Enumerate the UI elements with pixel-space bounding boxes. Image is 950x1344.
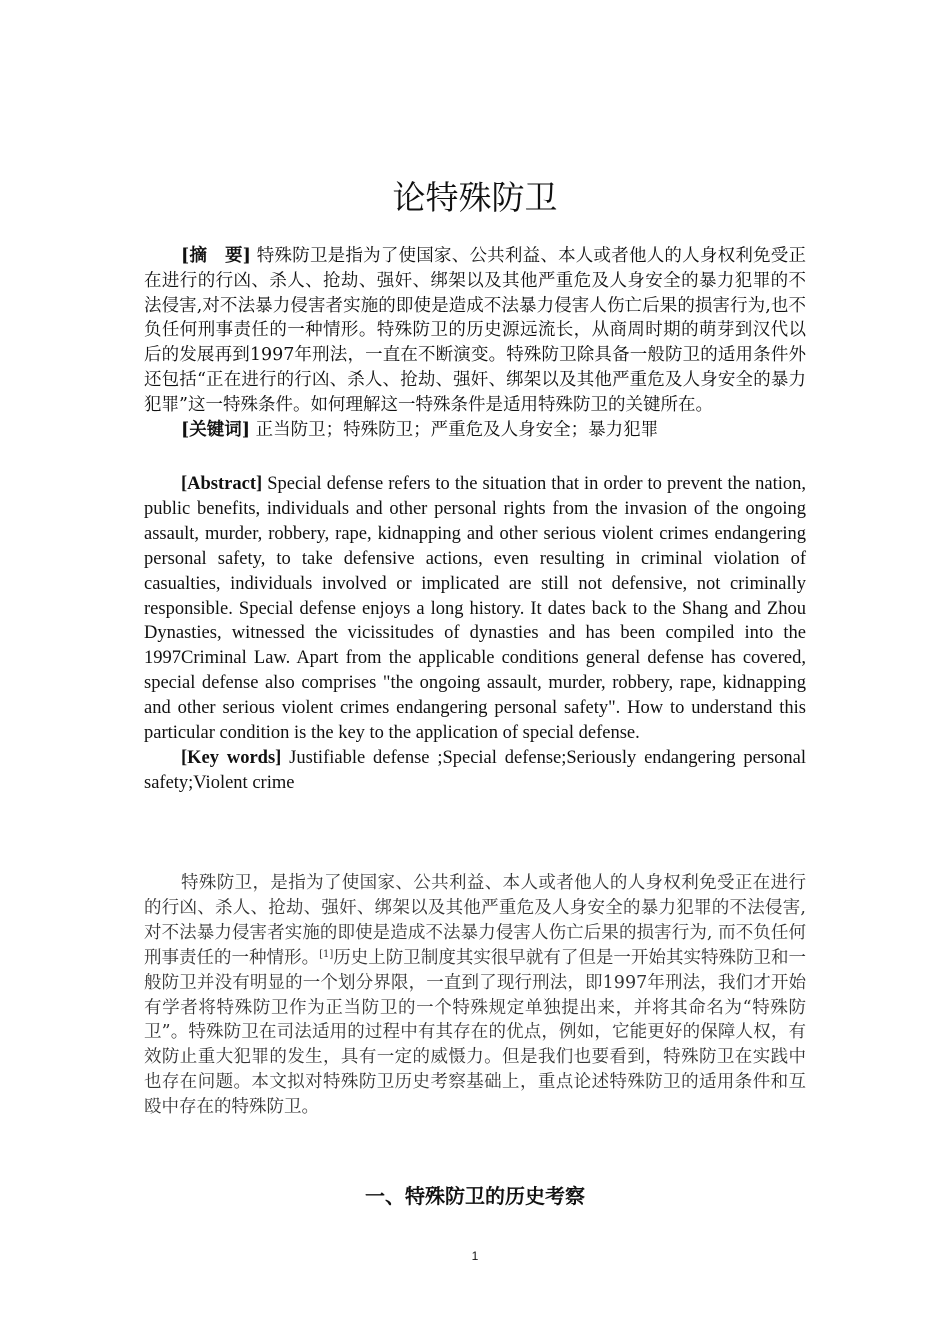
intro-text-part2: 历史上防卫制度其实很早就有了但是一开始其实特殊防卫和一般防卫并没有明显的一个划分界限，一直到了现行刑法，即1997年刑法，我们才开始有学者将特殊防卫作为正当防卫的一个特殊规定单独提出来，并将其命名为“特殊防卫”。特殊防卫在司法适用的过程中有其存在的优点，例如，它能更好的保障人权，有效防止重大犯罪的发生，具有一定的威慑力。但是我们也要看到，特殊防卫在实践中也存在问题。本文拟对特殊防卫历史考察基础上，重点论述特殊防卫的适用条件和互殴中存在的特殊防卫。 bbox=[144, 947, 807, 1118]
abstract-zh-label: [摘 要] bbox=[181, 246, 251, 266]
keywords-en-text: Justifiable defense ;Special defense;Seriously endangering personal safety;Violent crime bbox=[144, 747, 807, 793]
introduction-section bbox=[144, 871, 806, 1120]
keywords-zh-paragraph bbox=[144, 418, 806, 443]
section-heading: 一、特殊防卫的历史考察 bbox=[365, 1184, 585, 1208]
abstract-zh-paragraph bbox=[144, 244, 806, 418]
abstract-zh-section bbox=[144, 244, 806, 442]
keywords-en-label: [Key words] bbox=[181, 747, 282, 768]
intro-paragraph bbox=[144, 871, 806, 1120]
abstract-zh-text: 特殊防卫是指为了使国家、公共利益、本人或者他人的人身权利免受正在进行的行凶、杀人、抢劫、强奸、绑架以及其他严重危及人身安全的暴力犯罪的不法侵害,对不法暴力侵害者实施的即使是造成不法暴力侵害人伤亡后果的损害行为,也不负任何刑事责任的一种情形。特殊防卫的历史源远流长，从商周时期的萌芽到汉代以后的发展再到1997年刑法，一直在不断演变。特殊防卫除具备一般防卫的适用条件外还包括“正在进行的行凶、杀人、抢劫、强奸、绑架以及其他严重危及人身安全的暴力犯罪”这一特殊条件。如何理解这一特殊条件是适用特殊防卫的关键所在。 bbox=[144, 246, 806, 415]
abstract-en-label: [Abstract] bbox=[181, 474, 263, 494]
citation-ref[interactable]: [1] bbox=[319, 948, 334, 960]
keywords-zh-text: 正当防卫；特殊防卫；严重危及人身安全；暴力犯罪 bbox=[255, 419, 659, 440]
abstract-en-paragraph bbox=[144, 472, 806, 746]
abstract-en-text: Special defense refers to the situation that in order to prevent the nation, public benefits, individuals and other personal rights from the invasion of the ongoing assault, murder, robbery, rape, kidnapping and other serious violent crimes endangering personal safety, to take defensive actions, even resulting in criminal violation of casualties, individuals involved or implicated are still not defensive, not criminally responsible. Special defense enjoys a long history. It dates back to the Shang and Zhou Dynasties, witnessed the vicissitudes of dynasties and has been compiled into the 1997Criminal Law. Apart from the applicable conditions general defense has covered, special defense also comprises "the ongoing assault, murder, robbery, rape, kidnapping and other serious violent crimes endangering personal safety". How to understand this particular condition is the key to the application of special defense. bbox=[144, 474, 806, 744]
document-title: 论特殊防卫 bbox=[392, 178, 558, 217]
page-number: 1 bbox=[471, 1249, 479, 1263]
abstract-en-section bbox=[144, 472, 806, 796]
keywords-zh-label: [关键词] bbox=[181, 419, 251, 440]
keywords-en-paragraph bbox=[144, 746, 806, 796]
intro-text-part1: 特殊防卫，是指为了使国家、公共利益、本人或者他人的人身权利免受正在进行的行凶、杀人、抢劫、强奸、绑架以及其他严重危及人身安全的暴力犯罪的不法侵害, 对不法暴力侵害者实施的即使是造成不法暴力侵害人伤亡后果的损害行为, 而不负任何刑事责任的一种情形。 bbox=[144, 873, 806, 968]
